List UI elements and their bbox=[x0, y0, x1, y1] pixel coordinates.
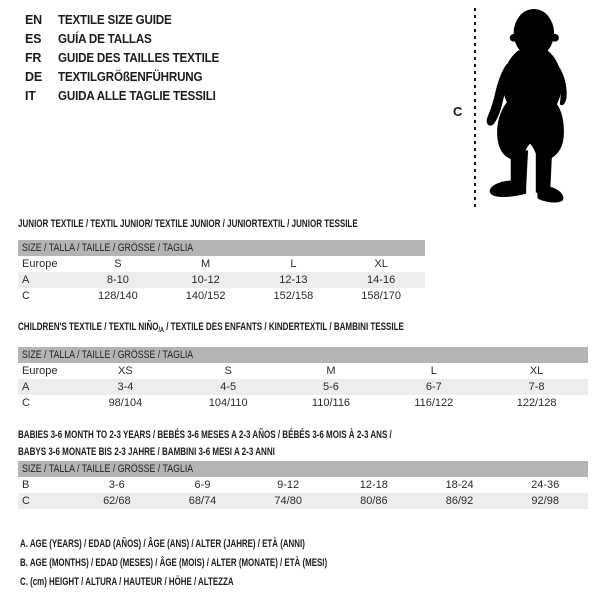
size-cell: 8-10 bbox=[106, 274, 129, 286]
size-cell: 6-7 bbox=[425, 381, 442, 393]
junior-table-title bbox=[18, 218, 425, 231]
table-row bbox=[18, 477, 588, 493]
height-measure-label: C bbox=[453, 104, 463, 119]
size-cell: 122/128 bbox=[516, 397, 557, 409]
size-header-label: SIZE / TALLA / TAILLE / GRÖSSE / TAGLIA bbox=[22, 349, 194, 361]
row-label: C bbox=[22, 495, 30, 507]
size-cell: M bbox=[201, 258, 211, 270]
language-row bbox=[25, 68, 231, 87]
size-cell: 14-16 bbox=[367, 274, 396, 286]
footnote-a: A. AGE (YEARS) / EDAD (AÑOS) / ÂGE (ANS) / ALTER (JAHRE) / ETÀ (ANNI) bbox=[20, 538, 305, 550]
size-cell: L bbox=[290, 258, 297, 270]
footnote-line bbox=[20, 554, 447, 573]
children-table-title bbox=[18, 321, 588, 334]
babies-size-table bbox=[18, 461, 588, 509]
row-label: C bbox=[22, 397, 30, 409]
size-cell: 7-8 bbox=[528, 381, 545, 393]
size-cell: 158/170 bbox=[361, 290, 401, 302]
size-header-bar bbox=[18, 461, 588, 477]
language-label: GUIDE DES TAILLES TEXTILE bbox=[58, 51, 220, 65]
size-cell: 104/110 bbox=[208, 397, 248, 409]
size-cell: 18-24 bbox=[445, 479, 474, 491]
table-row bbox=[18, 272, 425, 288]
language-row bbox=[25, 30, 231, 49]
children-table-title-text bbox=[18, 321, 404, 336]
junior-table-section bbox=[18, 218, 425, 304]
footnotes bbox=[20, 535, 447, 592]
size-cell: S bbox=[114, 258, 122, 270]
children-size-table bbox=[18, 347, 588, 411]
size-cell: 4-5 bbox=[220, 381, 237, 393]
language-row bbox=[25, 11, 231, 30]
size-cell: 110/116 bbox=[311, 397, 351, 409]
footnote-b: B. AGE (MONTHS) / EDAD (MESES) / ÂGE (MOIS) / ALTER (MONATE) / ETÀ (MESI) bbox=[20, 557, 328, 569]
size-cell: 12-13 bbox=[279, 274, 308, 286]
language-label: TEXTILE SIZE GUIDE bbox=[58, 13, 172, 27]
size-cell: XS bbox=[118, 365, 133, 377]
size-cell: 12-18 bbox=[359, 479, 388, 491]
size-cell: 86/92 bbox=[445, 495, 474, 507]
size-cell: 24-36 bbox=[531, 479, 560, 491]
size-cell: S bbox=[224, 365, 232, 377]
size-header-label: SIZE / TALLA / TAILLE / GRÖSSE / TAGLIA bbox=[22, 242, 194, 254]
size-cell: 152/158 bbox=[273, 290, 314, 302]
language-guide bbox=[25, 11, 231, 106]
language-code: ES bbox=[25, 32, 42, 46]
babies-title-line2-text: BABYS 3-6 MONATE BIS 2-3 JAHRE / BAMBINI 3-6 MESI A 2-3 ANNI bbox=[18, 446, 275, 458]
size-cell: 80/86 bbox=[360, 495, 388, 507]
table-row bbox=[18, 256, 425, 272]
size-cell: 62/68 bbox=[103, 495, 131, 507]
size-header-label: SIZE / TALLA / TAILLE / GRÖSSE / TAGLIA bbox=[22, 463, 194, 475]
language-code: FR bbox=[25, 51, 42, 65]
size-cell: 6-9 bbox=[194, 479, 211, 491]
size-cell: 128/140 bbox=[97, 290, 138, 302]
language-row bbox=[25, 49, 231, 68]
babies-title-line1 bbox=[18, 427, 588, 444]
table-row bbox=[18, 493, 588, 509]
size-cell: 98/104 bbox=[108, 397, 143, 409]
size-cell: 9-12 bbox=[277, 479, 300, 491]
language-label: GUÍA DE TALLAS bbox=[58, 32, 152, 46]
size-cell: 3-6 bbox=[108, 479, 125, 491]
table-row bbox=[18, 395, 588, 411]
row-label: Europe bbox=[22, 365, 58, 377]
babies-title-line1-text: BABIES 3-6 MONTH TO 2-3 YEARS / BEBÉS 3-6 MESES A 2-3 AÑOS / BÉBÉS 3-6 MOIS À 2-3 ANS / bbox=[18, 429, 392, 441]
size-cell: 5-6 bbox=[323, 381, 339, 393]
size-cell: L bbox=[430, 365, 437, 377]
language-code: DE bbox=[25, 70, 42, 84]
size-cell: XL bbox=[529, 365, 544, 377]
children-title-prefix: CHILDREN'S TEXTILE / TEXTIL NIÑO bbox=[18, 321, 159, 333]
size-cell: 68/74 bbox=[188, 495, 217, 507]
children-title-suffix: / TEXTILE DES ENFANTS / KINDERTEXTIL / BAMBINI TESSILE bbox=[163, 321, 404, 333]
size-cell: 92/98 bbox=[531, 495, 559, 507]
table-row bbox=[18, 379, 588, 395]
size-cell: M bbox=[326, 365, 336, 377]
height-dashed-line bbox=[474, 8, 476, 210]
junior-size-table bbox=[18, 240, 425, 304]
language-label: GUIDA ALLE TAGLIE TESSILI bbox=[58, 89, 216, 103]
babies-table-section bbox=[18, 427, 588, 509]
table-row bbox=[18, 363, 588, 379]
size-header-bar bbox=[18, 240, 425, 256]
table-row bbox=[18, 288, 425, 304]
row-label: C bbox=[22, 290, 30, 302]
footnote-c: C. (cm) HEIGHT / ALTURA / HAUTEUR / HÖHE / ALTEZZA bbox=[20, 576, 234, 588]
size-cell: 10-12 bbox=[191, 274, 220, 286]
children-table-section bbox=[18, 321, 588, 411]
junior-table-title-text: JUNIOR TEXTILE / TEXTIL JUNIOR/ TEXTILE JUNIOR / JUNIORTEXTIL / JUNIOR TESSILE bbox=[18, 218, 358, 230]
size-cell: 74/80 bbox=[274, 495, 302, 507]
footnote-line bbox=[20, 573, 447, 592]
babies-title-line2 bbox=[18, 444, 588, 461]
babies-table-title bbox=[18, 427, 588, 461]
row-label: B bbox=[22, 479, 30, 491]
size-cell: 3-4 bbox=[117, 381, 134, 393]
language-code: IT bbox=[25, 89, 36, 103]
size-cell: XL bbox=[374, 258, 388, 270]
language-row bbox=[25, 87, 231, 106]
row-label: Europe bbox=[22, 258, 58, 270]
language-code: EN bbox=[25, 13, 42, 27]
language-label: TEXTILGRÖßENFÜHRUNG bbox=[58, 70, 203, 84]
row-label: A bbox=[22, 274, 30, 286]
baby-silhouette-icon bbox=[480, 8, 580, 210]
size-header-bar bbox=[18, 347, 588, 363]
size-cell: 140/152 bbox=[185, 290, 226, 302]
children-title-sub: /A bbox=[158, 325, 164, 334]
size-cell: 116/122 bbox=[414, 397, 454, 409]
footnote-line bbox=[20, 535, 447, 554]
row-label: A bbox=[22, 381, 30, 393]
